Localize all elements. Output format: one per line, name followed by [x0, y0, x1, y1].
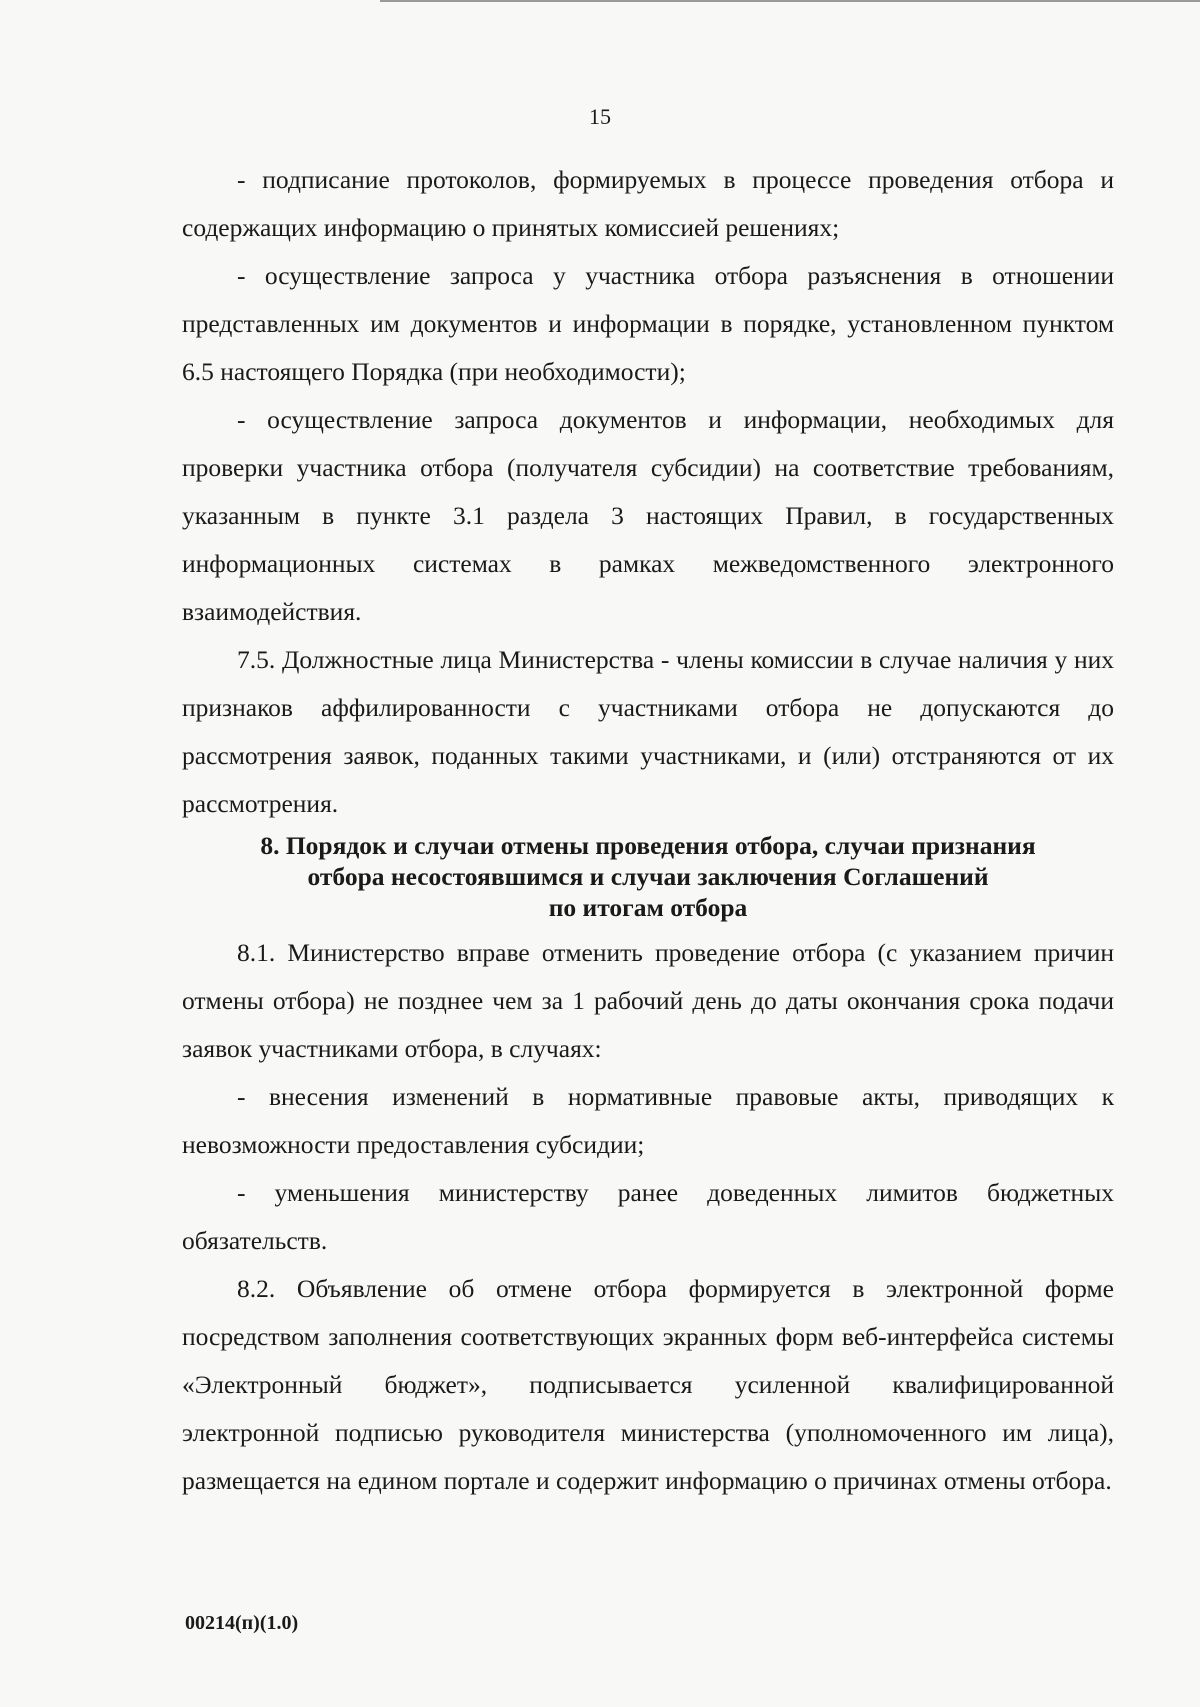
section-8-heading	[182, 830, 1114, 923]
paragraph-signing-protocols: - подписание протоколов, формируемых в процессе проведения отбора и содержащих информацию о принятых комиссией решениях;	[182, 165, 1114, 242]
document-body	[182, 156, 1114, 1505]
heading-line-2: отбора несостоявшимся и случаи заключения Соглашений	[307, 862, 989, 891]
top-rule	[380, 0, 1200, 2]
heading-line-3: по итогам отбора	[548, 893, 748, 922]
heading-line-1: 8. Порядок и случаи отмены проведения отбора, случаи признания	[260, 831, 1036, 860]
document-code: 00214(п)(1.0)	[185, 1612, 299, 1634]
page-number: 15	[589, 104, 611, 129]
paragraph-regulatory-changes: - внесения изменений в нормативные правовые акты, приводящих к невозможности предоставления субсидии;	[182, 1082, 1114, 1159]
paragraph-7-5: 7.5. Должностные лица Министерства - члены комиссии в случае наличия у них признаков аффилированности с участниками отбора не допускаются до рассмотрения заявок, поданных такими участниками, и (или) отстраняются от их рассмотрения.	[182, 645, 1114, 818]
paragraph-documents-request: - осуществление запроса документов и информации, необходимых для проверки участника отбора (получателя субсидии) на соответствие требованиям, указанным в пункте 3.1 раздела 3 настоящих Правил, в государственных информационных системах в рамках межведомственного электронного взаимодействия.	[182, 405, 1114, 626]
paragraph-limits-reduction: - уменьшения министерству ранее доведенных лимитов бюджетных обязательств.	[182, 1178, 1114, 1255]
paragraph-clarification-request: - осуществление запроса у участника отбора разъяснения в отношении представленных им документов и информации в порядке, установленном пунктом 6.5 настоящего Порядка (при необходимости);	[182, 261, 1114, 386]
paragraph-8-1: 8.1. Министерство вправе отменить проведение отбора (с указанием причин отмены отбора) не позднее чем за 1 рабочий день до даты окончания срока подачи заявок участниками отбора, в случаях:	[182, 938, 1114, 1063]
paragraph-8-2: 8.2. Объявление об отмене отбора формируется в электронной форме посредством заполнения соответствующих экранных форм веб-интерфейса системы «Электронный бюджет», подписывается усиленной квалифицированной электронной подписью руководителя министерства (уполномоченного им лица), размещается на едином портале и содержит информацию о причинах отмены отбора.	[182, 1274, 1114, 1495]
